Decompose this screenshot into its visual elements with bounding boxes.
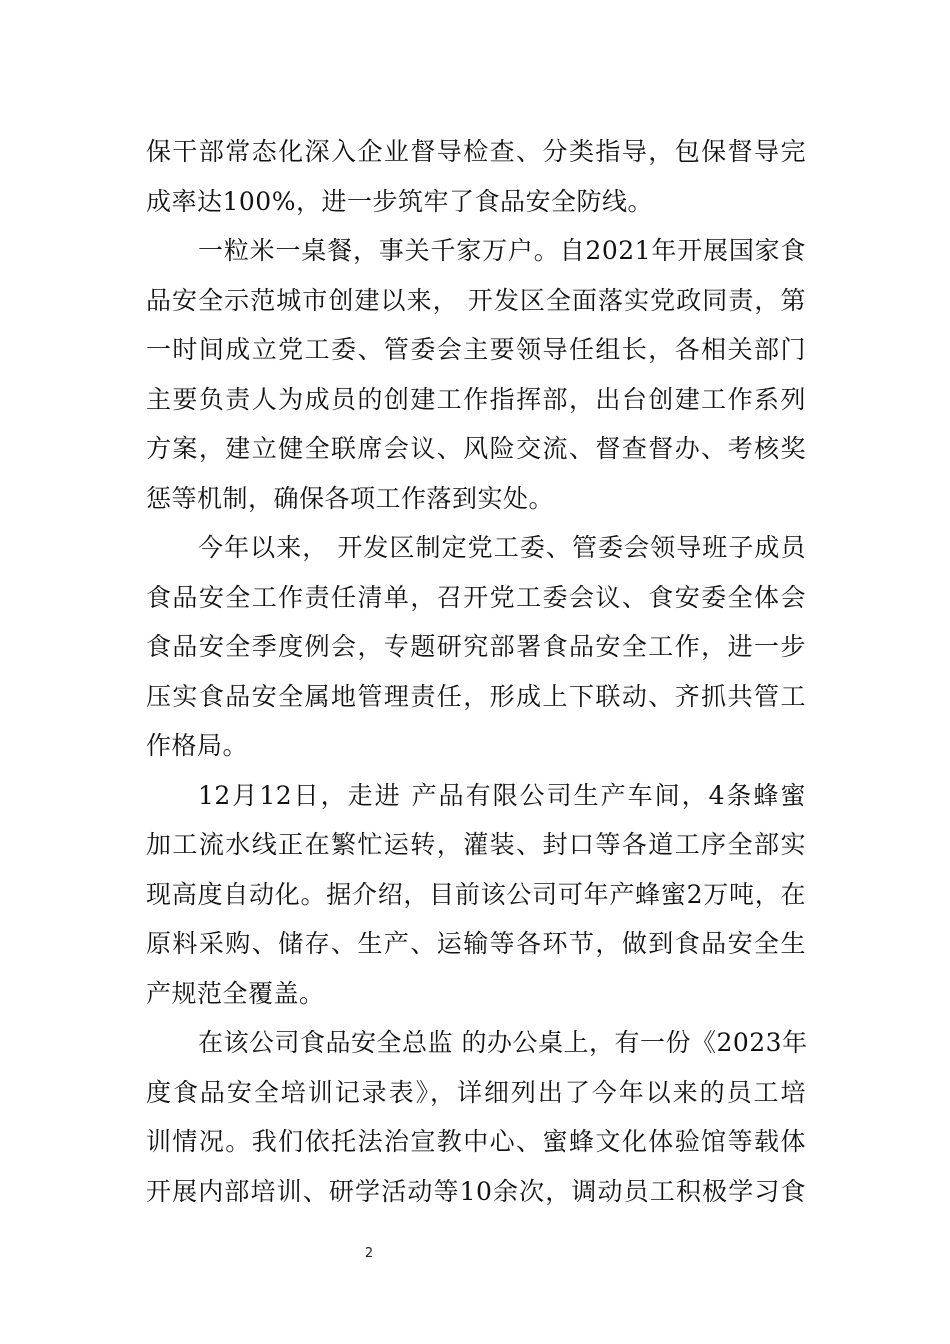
- text-line: 一时间成立党工委、管委会主要领导任组长，各相关部门: [146, 335, 806, 364]
- text-line: 训情况。我们依托法治宣教中心、蜜蜂文化体验馆等载体: [146, 1127, 806, 1156]
- text-line: 开展内部培训、研学活动等10余次，调动员工积极学习食: [146, 1176, 806, 1206]
- text-line: 在该公司食品安全总监 的办公桌上，有一份《2023年: [198, 1028, 808, 1057]
- text-line: 一粒米一桌餐，事关千家万户。自2021年开展国家食: [198, 236, 806, 265]
- text-line: 方案，建立健全联席会议、风险交流、督查督办、考核奖: [146, 434, 806, 463]
- text-line: 产规范全覆盖。: [146, 978, 325, 1008]
- text-line: 保干部常态化深入企业督导检查、分类指导，包保督导完: [146, 137, 806, 166]
- text-line: 食品安全工作责任清单，召开党工委会议、食安委全体会: [146, 582, 806, 612]
- text-line: 今年以来， 开发区制定党工委、管委会领导班子成员: [198, 533, 806, 562]
- text-line: 作格局。: [146, 731, 249, 760]
- page-number: 2: [364, 1246, 374, 1261]
- text-line: 12月12日，走进 产品有限公司生产车间，4条蜂蜜: [198, 780, 806, 810]
- text-line: 压实食品安全属地管理责任，形成上下联动、齐抓共管工: [146, 681, 806, 711]
- text-line: 原料采购、储存、生产、运输等各环节，做到食品安全生: [146, 929, 806, 958]
- text-line: 品安全示范城市创建以来， 开发区全面落实党政同责，第: [146, 285, 806, 315]
- text-line: 加工流水线正在繁忙运转，灌装、封口等各道工序全部实: [146, 830, 806, 859]
- body-text: [146, 127, 806, 1216]
- text-line: 食品安全季度例会，专题研究部署食品安全工作，进一步: [146, 632, 806, 661]
- text-line: 主要负责人为成员的创建工作指挥部，出台创建工作系列: [146, 384, 806, 414]
- text-line: 现高度自动化。据介绍，目前该公司可年产蜂蜜2万吨，在: [146, 879, 806, 909]
- text-line: 成率达100%，进一步筑牢了食品安全防线。: [146, 186, 653, 216]
- text-line: 惩等机制，确保各项工作落到实处。: [146, 483, 555, 513]
- text-line: 度食品安全培训记录表》，详细列出了今年以来的员工培: [146, 1077, 806, 1107]
